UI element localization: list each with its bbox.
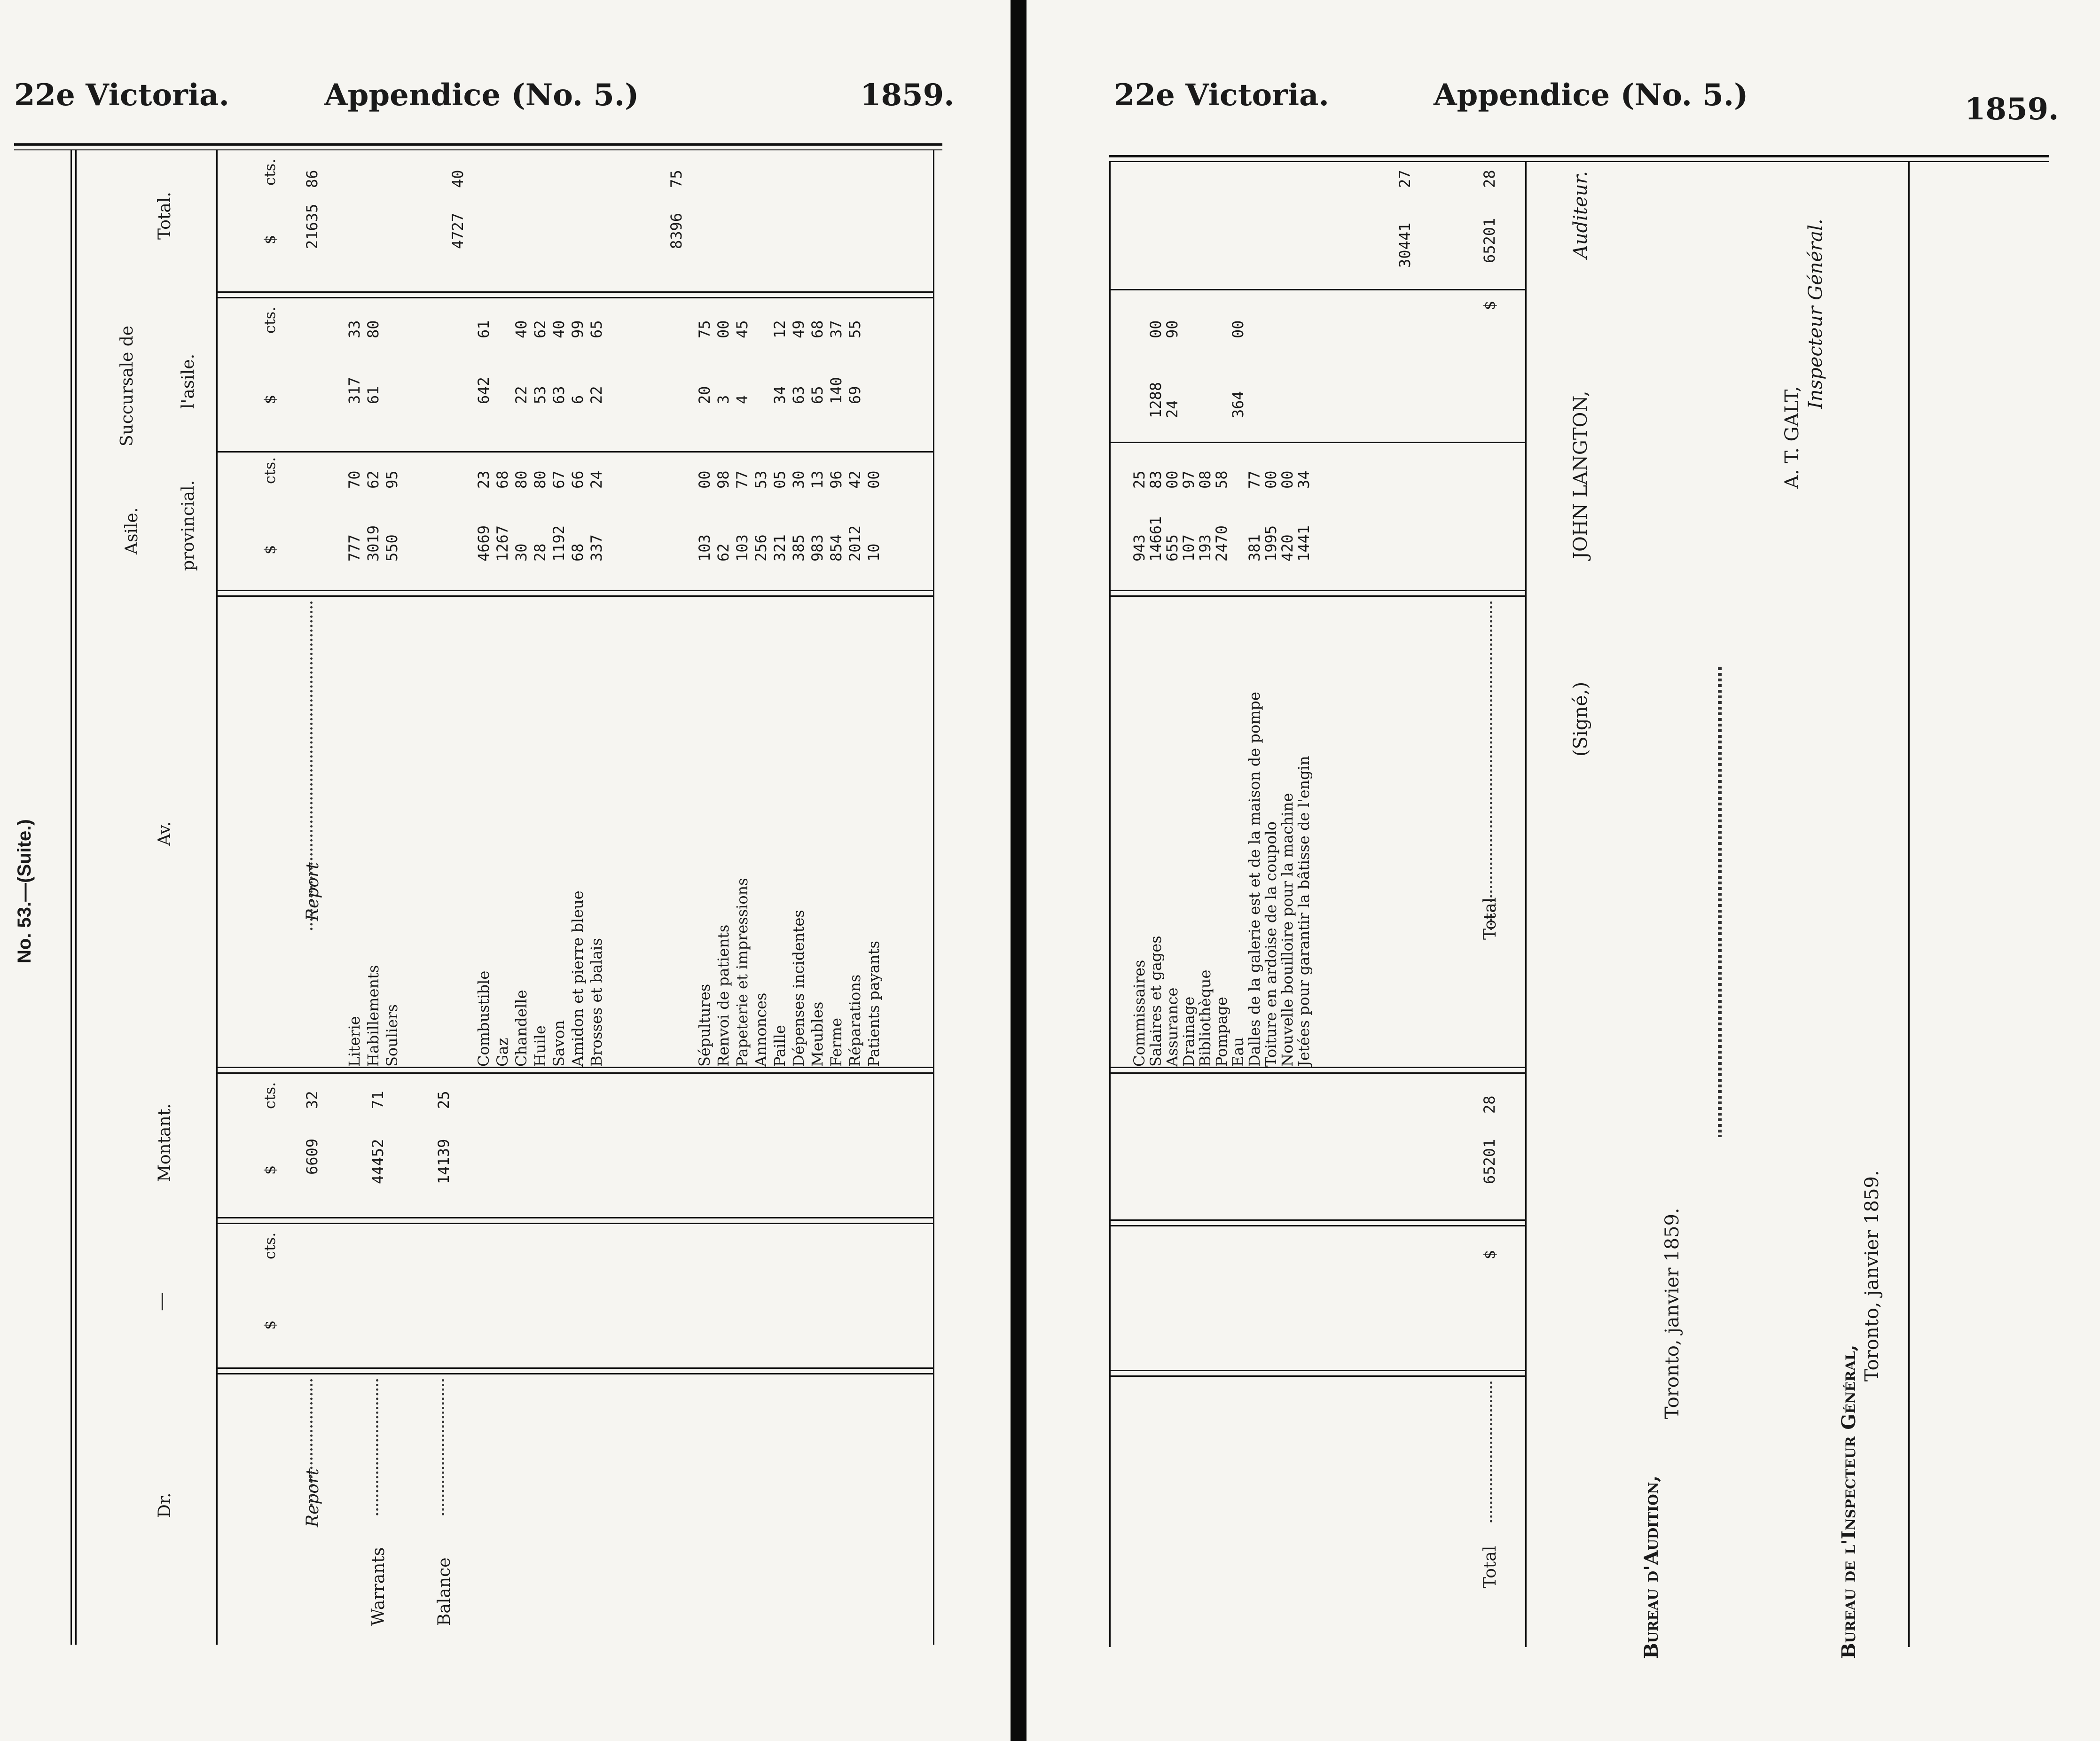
total-label-av: Total [1481, 897, 1500, 940]
montant-dollars: 14139 [435, 1139, 453, 1184]
succ-dollars: 61 [364, 386, 382, 404]
bureau-audition-date: Toronto, janvier 1859. [1661, 1208, 1683, 1419]
av-label-meubles: Meubles [808, 1001, 826, 1067]
bureau-ig: Bureau de l'Inspecteur Général, [1838, 1344, 1860, 1659]
succ-dollars: 53 [531, 386, 549, 404]
av-label-annonces: Annonces [752, 992, 770, 1067]
av-label-brosses: Brosses et balais [588, 938, 605, 1067]
succ-dollars: 24 [1163, 400, 1181, 418]
sep-total [216, 291, 933, 293]
item-label-drainage: Drainage [1180, 996, 1198, 1067]
av-label-habillements: Habillements [364, 965, 382, 1067]
running-head-center: Appendice (No. 5.) [1434, 78, 1748, 113]
asile-dollars: 14661 [1147, 516, 1165, 562]
asile-dollars: 256 [752, 534, 770, 562]
dollar-label: $ [261, 234, 279, 244]
cts-label: cts. [261, 1082, 279, 1109]
succ-dollars: 69 [846, 386, 864, 404]
succ-cents: 65 [588, 320, 605, 338]
sep-av [216, 1067, 933, 1068]
asile-cents: 68 [494, 470, 511, 489]
asile-cents: 58 [1213, 470, 1230, 489]
succ-dollars: 63 [550, 386, 568, 404]
running-head-left: 22e Victoria. [1114, 78, 1329, 113]
av-label-literie: Literie [345, 1016, 363, 1067]
sep-succ [1109, 442, 1525, 443]
group-total-dollars: 30441 [1396, 222, 1414, 268]
asile-dollars: 420 [1278, 534, 1296, 562]
av-label-combustible: Combustible [475, 970, 493, 1067]
av-label-reparations: Réparations [846, 974, 864, 1067]
succ-cents: 99 [569, 320, 587, 338]
asile-dollars: 1267 [494, 525, 511, 562]
succ-cents: 90 [1163, 320, 1181, 338]
asile-dollars: 4669 [475, 525, 493, 562]
dollar-sign: $ [1481, 1249, 1498, 1259]
succ-cents: 37 [827, 320, 845, 338]
succ-dollars: 63 [790, 386, 807, 404]
cts-label: cts. [261, 158, 279, 186]
asile-cents: 96 [827, 470, 845, 489]
succ-cents: 68 [808, 320, 826, 338]
head-rule-thin [14, 149, 942, 150]
sep-succ [216, 451, 933, 453]
succ-cents: 61 [475, 320, 493, 338]
col-header-succ-1: Succursale de [118, 325, 137, 446]
montant-dollars: 6609 [303, 1138, 321, 1175]
group-total-cents: 27 [1396, 170, 1414, 188]
total-label-dr: Total [1481, 1546, 1500, 1588]
succ-dollars: 317 [345, 377, 363, 404]
cts-label: cts. [261, 457, 279, 484]
succ-cents: 55 [846, 320, 864, 338]
asile-dollars: 193 [1196, 534, 1214, 562]
asile-cents: 23 [475, 470, 493, 489]
sep-total-2 [216, 297, 933, 298]
asile-cents: 24 [588, 470, 605, 489]
asile-dollars: 2012 [846, 525, 864, 562]
asile-cents: 00 [1262, 470, 1280, 489]
total-cents: 40 [449, 170, 467, 188]
asile-dollars: 854 [827, 534, 845, 562]
leader-dots [442, 1379, 444, 1515]
asile-cents: 67 [550, 470, 568, 489]
table-left-border-2 [75, 150, 77, 1645]
ig-name: A. T. GALT, [1781, 386, 1803, 489]
asile-cents: 77 [733, 470, 751, 489]
av-label-report: Report [303, 862, 322, 921]
asile-dollars: 2470 [1213, 525, 1230, 562]
cts-label: cts. [261, 306, 279, 334]
table-right-border [1525, 162, 1527, 1647]
av-label-renvoi: Renvoi de patients [714, 924, 732, 1067]
total-dollars: 4727 [449, 212, 467, 249]
succ-dollars: 3 [714, 395, 732, 404]
grand-total-cents: 28 [1481, 170, 1498, 188]
asile-cents: 97 [1180, 470, 1198, 489]
succ-dollars: 1288 [1147, 382, 1165, 418]
col-header-asile-1: Asile. [122, 507, 141, 554]
leader-dots [376, 1379, 378, 1515]
sep-dash-2 [216, 1373, 933, 1374]
running-head-left: 22e Victoria. [14, 78, 229, 113]
av-label-gaz: Gaz [494, 1038, 511, 1067]
col-header-dr: Dr. [155, 1492, 174, 1518]
montant-cents: 25 [435, 1091, 453, 1109]
asile-dollars: 30 [512, 543, 530, 562]
av-label-chandelle: Chandelle [512, 990, 530, 1067]
total-cents: 86 [303, 170, 321, 188]
sep-asile-2 [216, 595, 933, 597]
succ-cents: 40 [550, 320, 568, 338]
asile-dollars: 1995 [1262, 525, 1280, 562]
sep-dash-2 [1109, 1375, 1525, 1377]
montant-cents: 71 [369, 1091, 387, 1109]
sep-asile-2 [1109, 595, 1525, 597]
item-label-dalles: Dalles de la galerie est et de la maison de pompe [1246, 692, 1263, 1067]
divider-wavy [1718, 667, 1722, 1137]
asile-dollars: 28 [531, 543, 549, 562]
auditor-title: Auditeur. [1570, 171, 1591, 258]
succ-cents: 00 [714, 320, 732, 338]
leader-dots [310, 601, 313, 930]
succ-cents: 75 [696, 320, 713, 338]
sep-montant-2 [1109, 1225, 1525, 1226]
asile-cents: 66 [569, 470, 587, 489]
sep-av-2 [1109, 1072, 1525, 1074]
sep-asile [216, 590, 933, 591]
sep-av-2 [216, 1072, 933, 1074]
av-label-ferme: Ferme [827, 1018, 845, 1067]
asile-dollars: 321 [771, 534, 789, 562]
col-header-succ-2: l'asile. [179, 353, 198, 409]
av-label-paille: Paille [771, 1025, 789, 1067]
asile-dollars: 107 [1180, 534, 1198, 562]
asile-cents: 77 [1246, 470, 1263, 489]
sep-dash [1109, 1370, 1525, 1371]
item-label-commissaires: Commissaires [1130, 960, 1148, 1067]
item-label-assurance: Assurance [1163, 987, 1181, 1067]
dr-label-balance: Balance [435, 1557, 454, 1626]
asile-dollars: 1192 [550, 525, 568, 562]
asile-cents: 62 [364, 470, 382, 489]
succ-dollars: 6 [569, 395, 587, 404]
av-label-patients: Patients payants [865, 941, 883, 1067]
succ-dollars: 140 [827, 377, 845, 404]
succ-cents: 49 [790, 320, 807, 338]
page-binding [1011, 0, 1026, 1741]
asile-dollars: 68 [569, 543, 587, 562]
asile-cents: 25 [1130, 470, 1148, 489]
av-label-savon: Savon [550, 1020, 568, 1067]
asile-cents: 95 [383, 470, 401, 489]
asile-dollars: 943 [1130, 534, 1148, 562]
asile-cents: 42 [846, 470, 864, 489]
succ-cents: 00 [1147, 320, 1165, 338]
succ-cents: 62 [531, 320, 549, 338]
montant-cents: 32 [303, 1091, 321, 1109]
asile-dollars: 983 [808, 534, 826, 562]
asile-cents: 98 [714, 470, 732, 489]
signe-label: (Signé,) [1570, 681, 1591, 757]
item-label-jetees: Jetées pour garantir la bâtisse de l'engin [1295, 756, 1313, 1067]
asile-dollars: 3019 [364, 525, 382, 562]
dr-label-report: Report [303, 1468, 322, 1527]
head-rule [14, 143, 942, 146]
av-label-amidon: Amidon et pierre bleue [569, 890, 587, 1067]
dr-label-warrants: Warrants [369, 1547, 388, 1626]
cts-label: cts. [261, 1232, 279, 1259]
succ-dollars: 22 [512, 386, 530, 404]
dollar-label: $ [261, 545, 279, 554]
item-label-eau: Eau [1229, 1037, 1247, 1067]
sep-montant [1109, 1219, 1525, 1221]
item-label-toiture: Toiture en ardoise de la coupolo [1262, 821, 1280, 1067]
grand-total-dollars: 65201 [1481, 1139, 1498, 1184]
succ-dollars: 22 [588, 386, 605, 404]
page-right-border [1908, 162, 1910, 1647]
sep-av [1109, 1067, 1525, 1068]
sep-total [1109, 289, 1525, 290]
av-label-souliers: Souliers [383, 1004, 401, 1067]
succ-cents: 80 [364, 320, 382, 338]
asile-dollars: 655 [1163, 534, 1181, 562]
asile-cents: 13 [808, 470, 826, 489]
bureau-ig-date: Toronto, janvier 1859. [1861, 1170, 1883, 1382]
dollar-sign: $ [1481, 300, 1498, 310]
item-label-bibliotheque: Bibliothèque [1196, 969, 1214, 1067]
col-header-dash: — [150, 1292, 172, 1311]
asile-cents: 00 [1278, 470, 1296, 489]
sep-dash [216, 1367, 933, 1369]
table-left-border [71, 150, 72, 1645]
asile-cents: 30 [790, 470, 807, 489]
succ-dollars: 20 [696, 386, 713, 404]
av-label-papeterie: Papeterie et impressions [733, 878, 751, 1067]
leader-dots [310, 1379, 313, 1506]
asile-cents: 70 [345, 470, 363, 489]
running-head-year: 1859. [1965, 92, 2059, 127]
asile-dollars: 777 [345, 534, 363, 562]
succ-cents: 33 [345, 320, 363, 338]
asile-dollars: 337 [588, 534, 605, 562]
dollar-label: $ [261, 394, 279, 404]
running-head-year: 1859. [860, 78, 955, 113]
asile-dollars: 1441 [1295, 525, 1313, 562]
col-header-asile-2: provincial. [179, 480, 198, 571]
succ-dollars: 4 [733, 395, 751, 404]
head-rule [1109, 155, 2049, 157]
side-title: No. 53.—(Suite.) [14, 819, 35, 963]
ig-title: Inspecteur Général. [1805, 219, 1826, 409]
succ-dollars: 34 [771, 386, 789, 404]
col-rule-right [933, 150, 934, 1645]
auditor-name: JOHN LANGTON, [1570, 390, 1591, 559]
total-cents: 75 [667, 170, 685, 188]
asile-cents: 00 [865, 470, 883, 489]
total-dollars: 21635 [303, 203, 321, 249]
av-label-depenses: Dépenses incidentes [790, 910, 807, 1067]
asile-dollars: 381 [1246, 534, 1263, 562]
grand-total-cents: 28 [1481, 1095, 1498, 1114]
asile-dollars: 550 [383, 534, 401, 562]
leader-dots [1490, 1382, 1492, 1522]
col-rule-1 [216, 150, 218, 1645]
running-head-center: Appendice (No. 5.) [324, 78, 639, 113]
col-header-av: Av. [155, 821, 174, 846]
sep-montant [216, 1217, 933, 1218]
sep-asile [1109, 590, 1525, 591]
grand-total-dollars: 65201 [1481, 218, 1498, 263]
asile-dollars: 103 [733, 534, 751, 562]
asile-dollars: 10 [865, 543, 883, 562]
succ-dollars: 65 [808, 386, 826, 404]
asile-dollars: 103 [696, 534, 713, 562]
asile-cents: 00 [1163, 470, 1181, 489]
asile-cents: 05 [771, 470, 789, 489]
asile-dollars: 385 [790, 534, 807, 562]
item-label-pompage: Pompage [1213, 997, 1230, 1067]
bureau-audition: Bureau d'Audition, [1640, 1475, 1662, 1659]
av-label-sepultures: Sépultures [696, 984, 713, 1067]
table-left-border [1109, 162, 1111, 1647]
av-label-huile: Huile [531, 1025, 549, 1067]
succ-dollars: 642 [475, 377, 493, 404]
asile-cents: 80 [531, 470, 549, 489]
leader-dots [1490, 601, 1492, 930]
succ-cents: 00 [1229, 320, 1247, 338]
item-label-bouilloire: Nouvelle bouilloire pour la machine [1278, 793, 1296, 1067]
asile-cents: 83 [1147, 470, 1165, 489]
asile-cents: 53 [752, 470, 770, 489]
succ-dollars: 364 [1229, 391, 1247, 418]
total-dollars: 8396 [667, 212, 685, 249]
asile-cents: 08 [1196, 470, 1214, 489]
sep-montant-2 [216, 1223, 933, 1224]
succ-cents: 40 [512, 320, 530, 338]
dollar-label: $ [261, 1320, 279, 1330]
montant-dollars: 44452 [369, 1139, 387, 1184]
succ-cents: 12 [771, 320, 789, 338]
asile-cents: 80 [512, 470, 530, 489]
dollar-label: $ [261, 1165, 279, 1175]
col-header-total: Total. [155, 192, 174, 240]
asile-cents: 34 [1295, 470, 1313, 489]
item-label-salaires: Salaires et gages [1147, 936, 1165, 1067]
succ-cents: 45 [733, 320, 751, 338]
asile-cents: 00 [696, 470, 713, 489]
asile-dollars: 62 [714, 543, 732, 562]
col-header-montant: Montant. [155, 1103, 174, 1182]
